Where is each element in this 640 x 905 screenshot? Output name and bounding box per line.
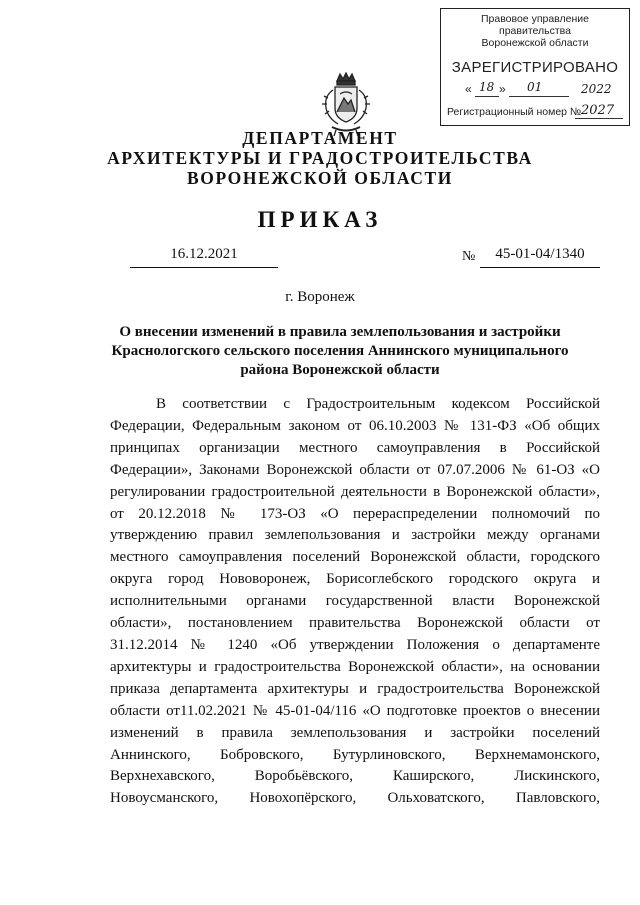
department-name-line2: АРХИТЕКТУРЫ И ГРАДОСТРОИТЕЛЬСТВА: [107, 148, 533, 168]
subject-line2: Краснологского сельского поселения Аннинского муниципального: [111, 343, 569, 359]
body-line: архитектуры и градостроительства Воронежской области», на основании: [110, 658, 600, 675]
body-line: Верхнехавского, Воробьёвского, Каширского, Лискинского,: [110, 768, 600, 785]
stamp-date: [447, 82, 623, 100]
stamp-date-open-quote: «: [465, 82, 472, 96]
order-title: ПРИКАЗ: [257, 207, 383, 232]
body-line: изменений в правила землепользования и застройки поселений: [110, 724, 600, 741]
order-date: 16.12.2021: [130, 246, 278, 268]
order-body-text: [110, 394, 600, 810]
body-line: принципах организации местного самоуправления в Российской: [110, 439, 600, 456]
body-line: округа город Нововоронеж, Борисоглебского городского округа и: [110, 571, 600, 588]
department-name-line3: ВОРОНЕЖСКОЙ ОБЛАСТИ: [186, 168, 453, 188]
body-line: Новоусманского, Новохопёрского, Ольховатского, Павловского,: [110, 790, 600, 807]
body-line: местного самоуправления поселений Воронежской области, городского: [110, 549, 600, 566]
body-line: области», постановлением правительства Воронежской области от: [110, 615, 600, 632]
stamp-reg-number: [447, 103, 623, 122]
department-name-line1: ДЕПАРТАМЕНТ: [242, 128, 398, 148]
body-line: исполнительными органами государственной власти Воронежской: [110, 593, 600, 610]
stamp-reg-value: 2027: [581, 103, 615, 118]
subject-line1: О внесении изменений в правила землепользования и застройки: [119, 324, 561, 340]
body-line: приказа департамента архитектуры и градостроительства Воронежской: [110, 680, 600, 697]
body-line: Федерации, Федеральным законом от 06.10.2003 № 131-ФЗ «Об общих: [110, 417, 600, 434]
stamp-registered: ЗАРЕГИСТРИРОВАНО: [451, 59, 619, 76]
order-city: г. Воронеж: [285, 289, 355, 305]
stamp-org-line2: Воронежской области: [481, 37, 589, 49]
order-subject: [100, 323, 580, 380]
body-line: В соответствии с Градостроительным кодексом Российской: [156, 396, 600, 412]
subject-line3: района Воронежской области: [240, 362, 440, 378]
body-line: 31.12.2014 № 1240 «Об утверждении Положения о департаменте: [110, 636, 600, 653]
body-line: утверждению правил землепользования и застройки между органами: [110, 527, 600, 544]
order-number-sign: №: [462, 249, 476, 264]
stamp-date-year: 2022: [581, 82, 612, 96]
body-line: от 20.12.2018 № 173-ОЗ «О перераспределении полномочий по: [110, 505, 600, 522]
stamp-reg-label: Регистрационный номер №: [447, 106, 582, 118]
stamp-date-month: 01: [527, 80, 543, 94]
body-line: области от11.02.2021 № 45-01-04/116 «О подготовке проектов о внесении: [110, 702, 600, 719]
stamp-org-line1: Правовое управление правительства: [480, 13, 589, 37]
order-number: 45-01-04/1340: [480, 246, 600, 268]
body-line: Аннинского, Бобровского, Бутурлиновского, Верхнемамонского,: [110, 746, 600, 763]
stamp-date-day: 18: [479, 80, 495, 94]
body-line: Федерации», Законами Воронежской области от 07.07.2006 № 61-ОЗ «О: [110, 461, 600, 478]
registration-stamp: [440, 8, 630, 126]
stamp-date-close-quote: »: [499, 82, 506, 96]
body-line: регулировании градостроительной деятельности в Воронежской области»,: [110, 483, 600, 500]
